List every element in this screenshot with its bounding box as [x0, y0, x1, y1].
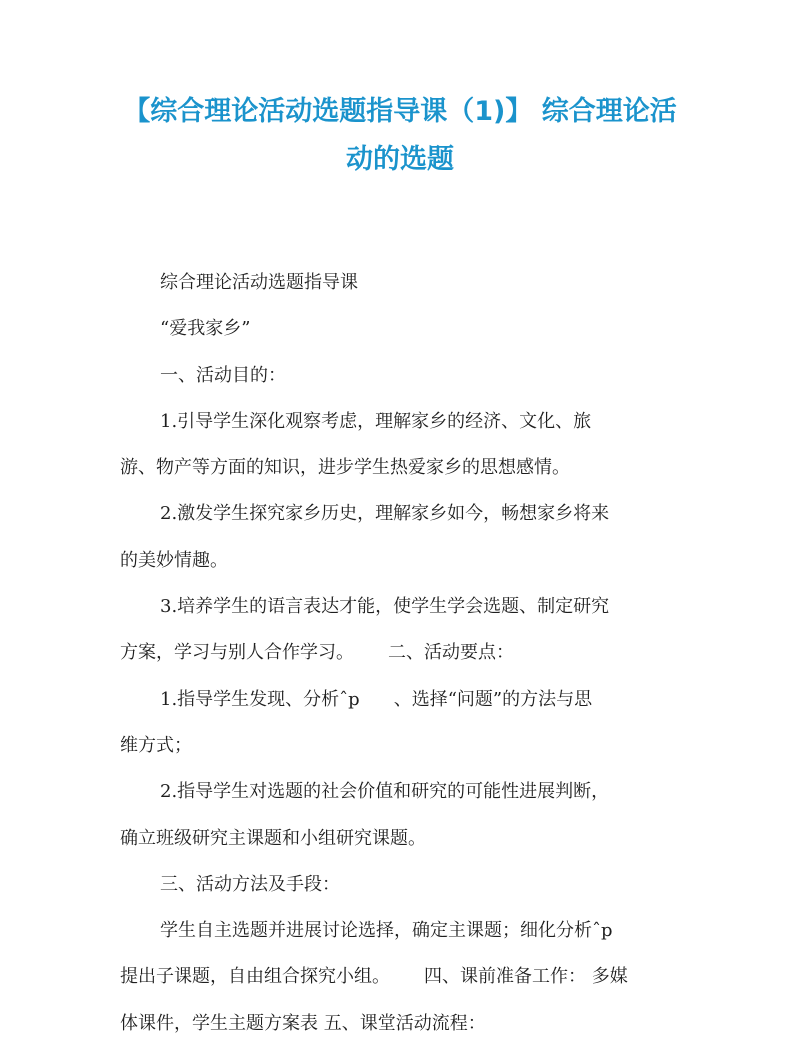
- line-text: 体课件，学生主题方案表 五、课堂活动流程：: [120, 1012, 486, 1034]
- line-text: 一、活动目的：: [160, 364, 286, 386]
- line-text: 、选择“问题”的方法与思: [393, 688, 593, 710]
- paragraph-line: [120, 677, 685, 723]
- line-text: 学生自主选题并进展讨论选择，确定主课题；细化分析ˆp: [160, 920, 613, 942]
- line-text: 的美妙情趣。: [120, 549, 228, 571]
- paragraph-line: [120, 816, 685, 862]
- line-text: 综合理论活动选题指导课: [160, 272, 358, 293]
- paragraph-line: [120, 862, 685, 908]
- paragraph-line: [120, 491, 685, 537]
- paragraph-line: [120, 908, 685, 954]
- paragraph-line: [120, 353, 685, 399]
- line-text: 提出子课题，自由组合探究小组。: [120, 966, 390, 988]
- paragraph-line: [120, 445, 685, 491]
- line-text: 三、活动方法及手段：: [160, 873, 340, 895]
- line-text: 游、物产等方面的知识，进步学生热爱家乡的思想感情。: [120, 457, 570, 479]
- paragraph-line: [120, 769, 685, 815]
- line-text: 四、课前准备工作： 多媒: [424, 966, 628, 988]
- document-body: [120, 260, 685, 1047]
- line-text: 二、活动要点：: [388, 642, 514, 664]
- paragraph-line: [120, 630, 685, 676]
- paragraph-line: [120, 538, 685, 584]
- line-text: 维方式；: [120, 734, 192, 756]
- line-text: 2.激发学生探究家乡历史，理解家乡如今，畅想家乡将来: [160, 503, 610, 525]
- line-text: 1.引导学生深化观察考虑，理解家乡的经济、文化、旅: [160, 410, 592, 432]
- paragraph-line: [120, 954, 685, 1000]
- title-line-1: 【综合理论活动选题指导课（1)】 综合理论活: [123, 96, 677, 127]
- line-text: 确立班级研究主课题和小组研究课题。: [120, 827, 426, 849]
- line-text: “爱我家乡”: [160, 318, 251, 340]
- paragraph-line: [120, 723, 685, 769]
- line-text: 1.指导学生发现、分析ˆp: [160, 688, 360, 710]
- paragraph-line: [120, 260, 685, 306]
- title-line-2: 动的选题: [346, 144, 454, 175]
- paragraph-line: [120, 1001, 685, 1047]
- document-title: [100, 88, 700, 184]
- paragraph-line: [120, 399, 685, 445]
- paragraph-line: [120, 584, 685, 630]
- line-text: 2.指导学生对选题的社会价值和研究的可能性进展判断，: [160, 781, 610, 803]
- line-text: 3.培养学生的语言表达才能，使学生学会选题、制定研究: [160, 596, 610, 618]
- paragraph-line: [120, 306, 685, 352]
- line-text: 方案，学习与别人合作学习。: [120, 642, 354, 664]
